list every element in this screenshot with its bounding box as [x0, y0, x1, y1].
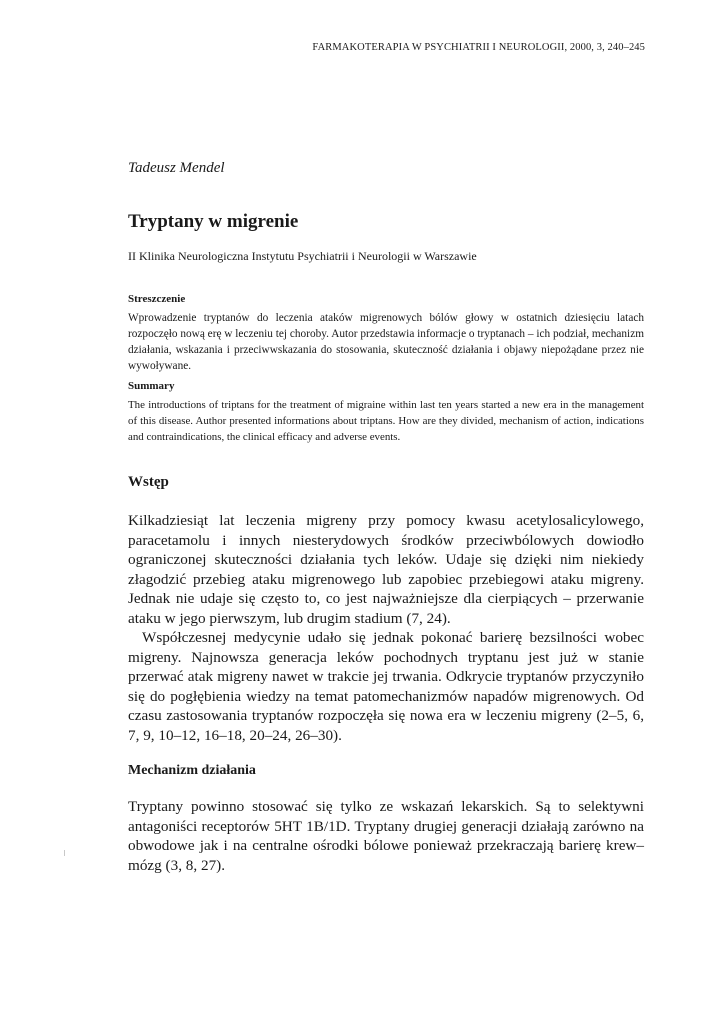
abstract-en-text: The introductions of triptans for the treatment of migraine within last ten years started a new era in the management of this disease. Author presented informations about triptans. How are they divided, mechanism of action, indications and contraindications, the clinical efficacy and adverse events. — [128, 399, 644, 443]
section-mechanism-heading-wrap — [128, 763, 644, 779]
abstract-en — [128, 380, 644, 445]
section-mechanism — [128, 797, 644, 875]
affiliation: II Klinika Neurologiczna Instytutu Psychiatrii i Neurologii w Warszawie — [128, 249, 477, 263]
abstract-pl-text: Wprowadzenie tryptanów do leczenia ataków migrenowych bólów głowy w ostatnich dziesięciu latach rozpoczęło nową erę w leczeniu tej choroby. Autor przedstawia informacje o tryptanach – ich podział, mechanizm działania, wskazania i przeciwwskazania do stosowania, skuteczność działania i objawy niepożądane przez nie wywoływane. — [128, 312, 644, 372]
intro-paragraph-2: Współczesnej medycynie udało się jednak pokonać barierę bezsilności wobec migreny. Najnowsza generacja leków pochodnych tryptanu jest już w stanie przerwać atak migreny nawet w trakcie jej trwania. Odkrycie tryptanów przyczyniło się do pogłębienia wiedzy na temat patomechanizmów napadów migrenowych. Od czasu zastosowania tryptanów rozpoczęła się nowa era w leczeniu migreny (2–5, 6, 7, 9, 10–12, 16–18, 20–24, 26–30). — [128, 629, 644, 744]
author-name: Tadeusz Mendel — [128, 160, 225, 176]
abstract-pl — [128, 293, 644, 374]
running-head: FARMAKOTERAPIA W PSYCHIATRII I NEUROLOGII, 2000, 3, 240–245 — [312, 42, 645, 53]
section-intro-heading-wrap — [128, 474, 644, 491]
section-intro — [128, 511, 644, 745]
intro-paragraph-1: Kilkadziesiąt lat leczenia migreny przy pomocy kwasu acetylosalicylowego, paracetamolu i innych niesterydowych środków przeciwbólowych dowiodło ograniczonej skuteczności działania tych leków. Udaje się dzięki nim niekiedy złagodzić przebieg ataku migrenowego lub zapobiec przebiegowi ataku migreny. Jednak nie udaje się często to, co jest najważniejsze dla cierpiących – przerwanie ataku w jego pierwszym, lub drugim stadium (7, 24). — [128, 512, 644, 627]
mechanism-paragraph-1: Tryptany powinno stosować się tylko ze wskazań lekarskich. Są to selektywni antagoniści receptorów 5HT 1B/1D. Tryptany drugiej generacji działają zarówno na obwodowe jak i na centralne ośrodki bólowe ponieważ przekraczają barierę krew–mózg (3, 8, 27). — [128, 798, 644, 874]
article-title: Tryptany w migrenie — [128, 211, 299, 232]
section-intro-heading: Wstęp — [128, 474, 169, 490]
margin-mark — [64, 850, 65, 856]
abstract-pl-heading: Streszczenie — [128, 293, 186, 305]
abstract-en-heading: Summary — [128, 380, 175, 392]
section-mechanism-heading: Mechanizm działania — [128, 763, 256, 778]
